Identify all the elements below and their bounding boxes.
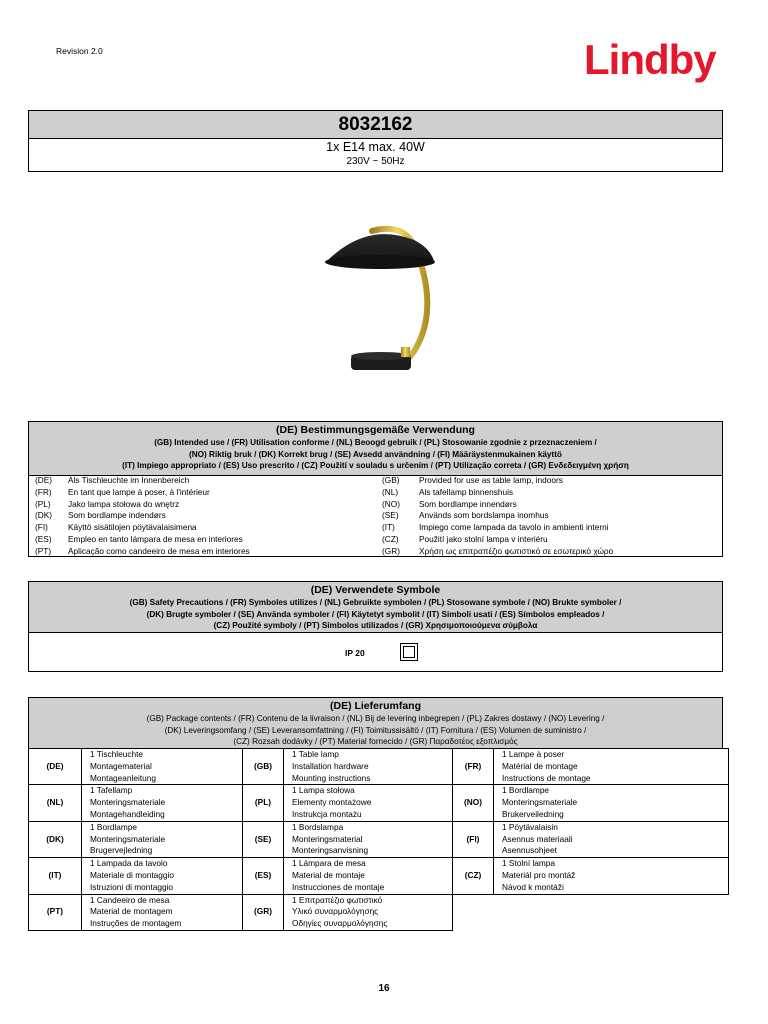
package-lang-code: (SE) xyxy=(243,821,284,857)
package-item-line: Montageanleitung xyxy=(90,772,156,783)
package-contents-title: (DE) Lieferumfang xyxy=(329,700,421,712)
table-row xyxy=(29,821,729,857)
package-lang-code: (IT) xyxy=(29,858,82,894)
package-item-line: Istruzioni di montaggio xyxy=(90,881,174,892)
intended-use-subtitle: (IT) Impiego appropriato / (ES) Uso prescrito / (CZ) Použití v souladu s určením / (PT) Utilização correta / (GR) Ενδεδειγμένη χρήση xyxy=(122,461,629,470)
package-contents-section xyxy=(28,697,723,749)
ip-rating-label: IP 20 xyxy=(345,648,365,658)
page-number: 16 xyxy=(378,983,390,994)
package-item-line: Asennusohjeet xyxy=(502,845,557,856)
package-item-line: 1 Lampa stołowa xyxy=(292,785,355,796)
package-item-line: Asennus materiaali xyxy=(502,833,573,844)
intended-use-lang-code: (PL) xyxy=(35,498,51,509)
intended-use-text: Als Tischleuchte im Innenbereich xyxy=(68,475,190,485)
package-item-line: Mounting instructions xyxy=(292,772,371,783)
intended-use-subtitle: (GB) Intended use / (FR) Utilisation conforme / (NL) Beoogd gebruik / (PL) Stosowanie zgodnie z przeznaczeniem / xyxy=(154,438,597,447)
intended-use-text: Används som bordslampa inomhus xyxy=(419,510,549,521)
package-item-line: Návod k montáži xyxy=(502,881,564,892)
class-ii-double-square-icon xyxy=(400,643,418,661)
package-item-line: 1 Lampada da tavolo xyxy=(90,858,168,869)
intended-use-lang-code: (NL) xyxy=(382,486,399,497)
symbols-header xyxy=(29,582,722,633)
package-item-line: Instruções de montagem xyxy=(90,918,182,929)
package-contents-cell xyxy=(494,821,729,857)
package-item-line: Monteringsanvisning xyxy=(292,845,369,856)
intended-use-text: Som bordlampe innendørs xyxy=(419,498,517,509)
package-item-line: 1 Bordlampe xyxy=(90,821,138,832)
intended-use-lang-code: (FI) xyxy=(35,522,48,533)
package-contents-cell xyxy=(284,749,453,785)
bulb-spec: 1x E14 max. 40W xyxy=(326,140,425,154)
package-contents-cell xyxy=(284,858,453,894)
package-item-line: Monteringsmateriale xyxy=(90,833,166,844)
table-row xyxy=(29,749,729,785)
package-item-line: Materiale di montaggio xyxy=(90,869,174,880)
intended-use-text: Jako lampa stołowa do wnętrz xyxy=(68,498,180,509)
package-item-line: Material de montaje xyxy=(292,869,365,880)
package-contents-cell xyxy=(82,894,243,930)
model-number: 8032162 xyxy=(29,111,722,139)
intended-use-lang-code: (CZ) xyxy=(382,534,399,544)
package-item-line: 1 Επιτραπέζιο φωτιστικό xyxy=(292,894,383,905)
intended-use-lang-code: (PT) xyxy=(35,545,52,556)
package-item-line: Monteringsmaterial xyxy=(292,833,363,844)
package-contents-cell xyxy=(284,785,453,821)
package-lang-code: (DK) xyxy=(29,821,82,857)
package-item-line: Materiál pro montáž xyxy=(502,869,576,880)
intended-use-text: Provided for use as table lamp, indoors xyxy=(419,475,563,485)
package-item-line: Installation hardware xyxy=(292,760,369,771)
symbols-subtitle: (CZ) Použité symboly / (PT) Símbolos utilizados / (GR) Χρησιμοποιούμενα σύμβολα xyxy=(213,621,538,630)
package-item-line: Brugervejledning xyxy=(90,845,153,856)
package-item-line: 1 Tischleuchte xyxy=(90,749,144,759)
package-lang-code: (FR) xyxy=(453,749,494,785)
package-item-line: Monteringsmateriale xyxy=(90,797,166,808)
package-item-line: 1 Bordlampe xyxy=(502,785,550,796)
intended-use-text: Käyttö sisätilojen pöytävalaisimena xyxy=(68,522,197,533)
package-item-line: Matérial de montage xyxy=(502,760,578,771)
intended-use-lang-code: (FR) xyxy=(35,486,52,497)
package-item-line: 1 Lampe à poser xyxy=(502,749,565,759)
package-lang-code: (DE) xyxy=(29,749,82,785)
brand-logo: Lindby xyxy=(584,36,716,83)
table-row xyxy=(29,858,729,894)
package-item-line: 1 Table lamp xyxy=(292,749,339,759)
product-header xyxy=(28,110,723,172)
package-lang-code: (CZ) xyxy=(453,858,494,894)
package-item-line: Instrucciones de montaje xyxy=(292,881,385,892)
symbols-title: (DE) Verwendete Symbole xyxy=(310,584,441,596)
package-item-line: 1 Pöytävalaisin xyxy=(502,821,558,832)
package-contents-subtitle: (DK) Leveringsomfang / (SE) Leveransomfattning / (FI) Toimitussisältö / (IT) Fornitura / (ES) Volumen de suministro / xyxy=(164,725,587,735)
package-item-line: Montagematerial xyxy=(90,760,152,771)
package-contents-cell xyxy=(82,858,243,894)
package-item-line: Brukerveiledning xyxy=(502,808,564,819)
intended-use-text: Als tafellamp binnenshuis xyxy=(419,486,514,497)
package-lang-code: (PL) xyxy=(243,785,284,821)
package-contents-cell xyxy=(284,894,453,930)
package-item-line: Οδηγίες συναρμολόγησης xyxy=(292,918,388,929)
intended-use-header xyxy=(29,422,722,476)
package-contents-cell xyxy=(284,821,453,857)
package-item-line: 1 Lámpara de mesa xyxy=(292,858,366,869)
package-lang-code: (ES) xyxy=(243,858,284,894)
intended-use-lang-code: (DE) xyxy=(35,475,53,485)
voltage-spec: 230V ~ 50Hz xyxy=(346,156,405,167)
intended-use-lang-code: (GR) xyxy=(382,545,400,556)
package-lang-code: (NL) xyxy=(29,785,82,821)
package-contents-subtitle: (GB) Package contents / (FR) Contenu de la livraison / (NL) Bij de levering inbegrepen / (PL) Zakres dostawy / (NO) Levering / xyxy=(146,714,605,723)
package-item-line: Instrukcja montażu xyxy=(292,808,362,819)
intended-use-lang-code: (ES) xyxy=(35,534,52,544)
revision-label: Revision 2.0 xyxy=(56,46,103,56)
package-item-line: Montagehandleiding xyxy=(90,808,165,819)
package-contents-cell xyxy=(494,858,729,894)
product-image-table-lamp xyxy=(300,207,465,377)
symbols-section xyxy=(28,581,723,672)
intended-use-text: Empleo en tanto lámpara de mesa en interiores xyxy=(68,534,243,544)
intended-use-text: Χρήση ως επιτραπέζιο φωτιστικό σε εσωτερικό χώρο xyxy=(419,545,614,556)
package-item-line: Material de montagem xyxy=(90,906,173,917)
package-contents-header xyxy=(29,698,722,749)
symbols-subtitle: (DK) Brugte symboler / (SE) Använda symboler / (FI) Käytetyt symbolit / (IT) Simboli usati / (ES) Símbolos empleados / xyxy=(146,609,605,619)
table-row xyxy=(29,894,729,930)
package-contents-cell xyxy=(82,785,243,821)
symbols-subtitle: (GB) Safety Precautions / (FR) Symboles utilizes / (NL) Gebruikte symbolen / (PL) Stosowane symbole / (NO) Brukte symboler / xyxy=(129,598,622,607)
package-item-line: 1 Tafellamp xyxy=(90,785,133,796)
intended-use-lang-code: (NO) xyxy=(382,498,400,509)
intended-use-text: Som bordlampe indendørs xyxy=(68,510,166,521)
package-contents-subtitle: (CZ) Rozsah dodávky / (PT) Material fornecido / (GR) Παραδοτέος εξοπλισμός xyxy=(233,737,518,746)
intended-use-title: (DE) Bestimmungsgemäße Verwendung xyxy=(276,424,475,436)
intended-use-section xyxy=(28,421,723,557)
package-item-line: Υλικό συναρμολόγησης xyxy=(292,906,379,917)
package-contents-cell xyxy=(82,749,243,785)
package-contents-cell xyxy=(82,821,243,857)
package-contents-cell xyxy=(494,749,729,785)
package-item-line: Elementy montażowe xyxy=(292,797,372,808)
package-contents-cell xyxy=(494,785,729,821)
package-lang-code: (FI) xyxy=(453,821,494,857)
package-item-line: 1 Stolní lampa xyxy=(502,858,556,869)
package-item-line: 1 Candeeiro de mesa xyxy=(90,894,170,905)
package-lang-code: (GR) xyxy=(243,894,284,930)
intended-use-lang-code: (SE) xyxy=(382,510,399,521)
intended-use-text: Aplicação como candeeiro de mesa em interiores xyxy=(68,545,250,556)
package-item-line: Instructions de montage xyxy=(502,772,591,783)
intended-use-lang-code: (DK) xyxy=(35,510,53,521)
intended-use-subtitle: (NO) Riktig bruk / (DK) Korrekt brug / (SE) Avsedd användning / (FI) Määräystenmukainen käyttö xyxy=(189,449,562,459)
intended-use-lang-code: (IT) xyxy=(382,522,395,533)
package-lang-code: (GB) xyxy=(243,749,284,785)
intended-use-lang-code: (GB) xyxy=(382,475,400,485)
package-contents-table xyxy=(28,748,729,931)
intended-use-text: Použití jako stolní lampa v interiéru xyxy=(419,534,548,544)
table-row xyxy=(29,785,729,821)
intended-use-text: Impiego come lampada da tavolo in ambienti interni xyxy=(419,522,609,533)
intended-use-text: En tant que lampe à poser, à l'intérieur xyxy=(68,486,210,497)
package-lang-code: (PT) xyxy=(29,894,82,930)
package-lang-code: (NO) xyxy=(453,785,494,821)
package-item-line: Monteringsmateriale xyxy=(502,797,578,808)
package-item-line: 1 Bordslampa xyxy=(292,821,344,832)
